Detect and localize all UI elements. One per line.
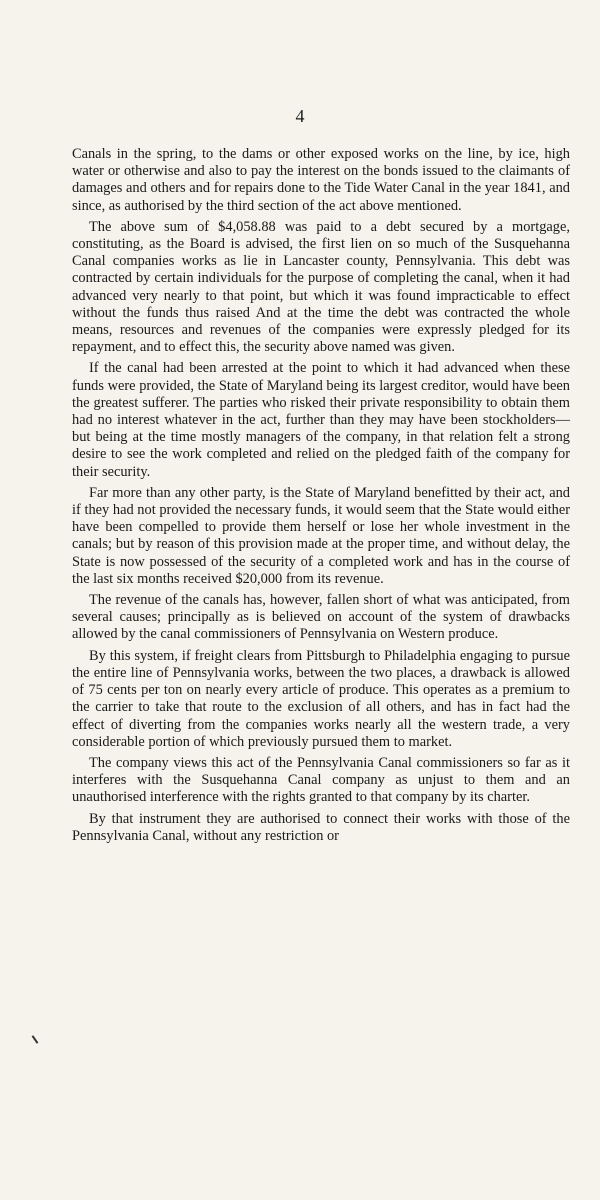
paragraph: The company views this act of the Pennsylvania Canal commissioners so far as it interferes with the Susquehanna Canal company as unjust to them and an unauthorised interference with the rights granted to that company by its charter. — [72, 754, 570, 806]
paragraph: Canals in the spring, to the dams or other exposed works on the line, by ice, high water or otherwise and also to pay the interest on the bonds issued to the claimants of damages and others and for repairs done to the Tide Water Canal in the year 1841, and since, as authorised by the third section of the act above mentioned. — [72, 146, 570, 214]
paragraph: The revenue of the canals has, however, fallen short of what was anticipated, from several causes; principally as is believed on account of the system of drawbacks allowed by the canal commissioners of Pennsylvania on Western produce. — [72, 592, 570, 643]
paragraph: If the canal had been arrested at the point to which it had advanced when these funds were provided, the State of Maryland being its largest creditor, would have been the greatest sufferer. The parties who risked their private responsibility to obtain them had no interest whatever in the act, further than they may have been stockholders—but being at the time mostly managers of the company, in that relation felt a strong desire to see the work completed and relied on the pledged faith of the company for their security. — [72, 360, 570, 480]
scan-artifact — [32, 1035, 39, 1044]
paragraph: The above sum of $4,058.88 was paid to a debt secured by a mortgage, constituting, as the Board is advised, the first lien on so much of the Susquehanna Canal companies works as lie in Lancaster county, Pennsylvania. This debt was contracted by certain individuals for the purpose of completing the canal, when it had advanced very nearly to that point, but which it was found impracticable to effect without the funds thus raised And at the time the debt was contracted the whole means, resources and revenues of the companies were expressly pledged for its repayment, and to effect this, the security above named was given. — [72, 218, 570, 356]
paragraph: By this system, if freight clears from Pittsburgh to Philadelphia engaging to pursue the entire line of Pennsylvania works, between the two places, a drawback is allowed of 75 cents per ton on nearly every article of produce. This operates as a premium to the carrier to take that route to the exclusion of all others, and has in fact had the effect of diverting from the companies works nearly all the western trade, a very considerable portion of which previously pursued them to market. — [72, 647, 570, 750]
paragraph: Far more than any other party, is the State of Maryland benefitted by their act, and if they had not provided the necessary funds, it would seem that the State would either have been compelled to provide them herself or lose her whole investment in the canals; but by reason of this provision made at the proper time, and without delay, the State is now possessed of the security of a completed work and has in the course of the last six months received $20,000 from its revenue. — [72, 484, 570, 587]
paragraph: By that instrument they are authorised to connect their works with those of the Pennsylvania Canal, without any restriction or — [72, 810, 570, 844]
page-number: 4 — [295, 106, 305, 126]
document-body — [72, 146, 570, 845]
